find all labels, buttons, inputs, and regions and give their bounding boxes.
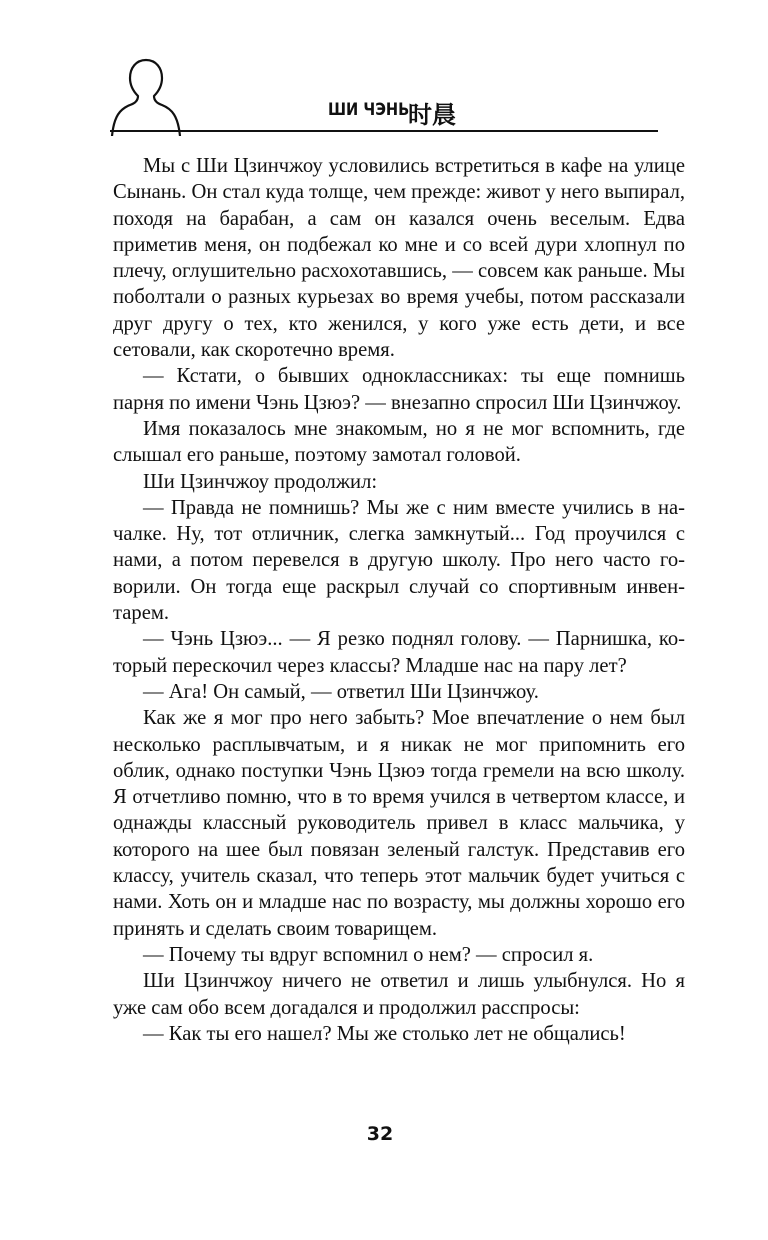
paragraph: — Правда не помнишь? Мы же с ним вместе учились в началке. Ну, тот отличник, слегка замкнутый... Год проучился с нами, а потом перевелся в другую школу. Про него часто говорили. Он тогда еще раскрыл случай со спортивным инвентарем.	[113, 496, 685, 625]
paragraph: — Чэнь Цзюэ... — Я резко поднял голову. — Парнишка, который перескочил через классы? Младше нас на пару лет?	[113, 628, 685, 677]
paragraph: Мы с Ши Цзинчжоу условились встретиться в кафе на улице Сынань. Он стал куда толще, чем прежде: живот у него выпирал, походя на барабан, а сам он казался очень веселым. Едва приметив меня, он подбежал ко мне и со всей дури хлопнул по плечу, оглушительно расхохотавшись, — совсем как раньше. Мы поболтали о разных курьезах во время учебы, потом рассказали друг другу о тех, кто женился, у кого уже есть дети, и все сетовали, как скоротечно время.	[113, 155, 685, 362]
paragraph: — Как ты его нашел? Мы же столько лет не общались!	[143, 1022, 626, 1045]
paragraph: — Почему ты вдруг вспомнил о нем? — спросил я.	[143, 943, 594, 966]
header-rule	[110, 130, 658, 132]
paragraph: — Ага! Он самый, — ответил Ши Цзинчжоу.	[143, 680, 539, 703]
page-number: 32	[366, 1123, 394, 1145]
page-footer	[0, 1123, 768, 1145]
person-silhouette-icon	[108, 56, 184, 136]
paragraph: Имя показалось мне знакомым, но я не мог вспомнить, где слышал его раньше, поэтому замотал головой.	[113, 417, 685, 467]
author-name-chinese: 时晨	[408, 101, 456, 129]
paragraph: Как же я мог про него забыть? Мое впечатление о нем был несколько расплывчатым, и я никак не мог припомнить его облик, однако поступки Чэнь Цзюэ тогда гремели на всю школу. Я отчетливо помню, что в то время учился в четвертом классе, и однажды классный руководитель привел в класс мальчика, у которого на шее был повязан зеленый галстук. Представив его классу, учитель сказал, что теперь этот мальчик будет учиться с нами. Хоть он и младше нас по возрасту, мы должны хорошо его принять и сделать своим товарищем.	[113, 707, 685, 940]
paragraph: — Кстати, о бывших одноклассниках: ты еще помнишь парня по имени Чэнь Цзюэ? — внезапно спросил Ши Цзинчжоу.	[113, 365, 685, 414]
body-text	[113, 153, 685, 1047]
paragraph: Ши Цзинчжоу ничего не ответил и лишь улыбнулся. Но я уже сам обо всем догадался и продолжил расспросы:	[113, 970, 685, 1019]
running-header	[0, 0, 768, 140]
paragraph: Ши Цзинчжоу продолжил:	[143, 470, 378, 493]
author-name: ШИ ЧЭНЬ	[328, 100, 410, 120]
